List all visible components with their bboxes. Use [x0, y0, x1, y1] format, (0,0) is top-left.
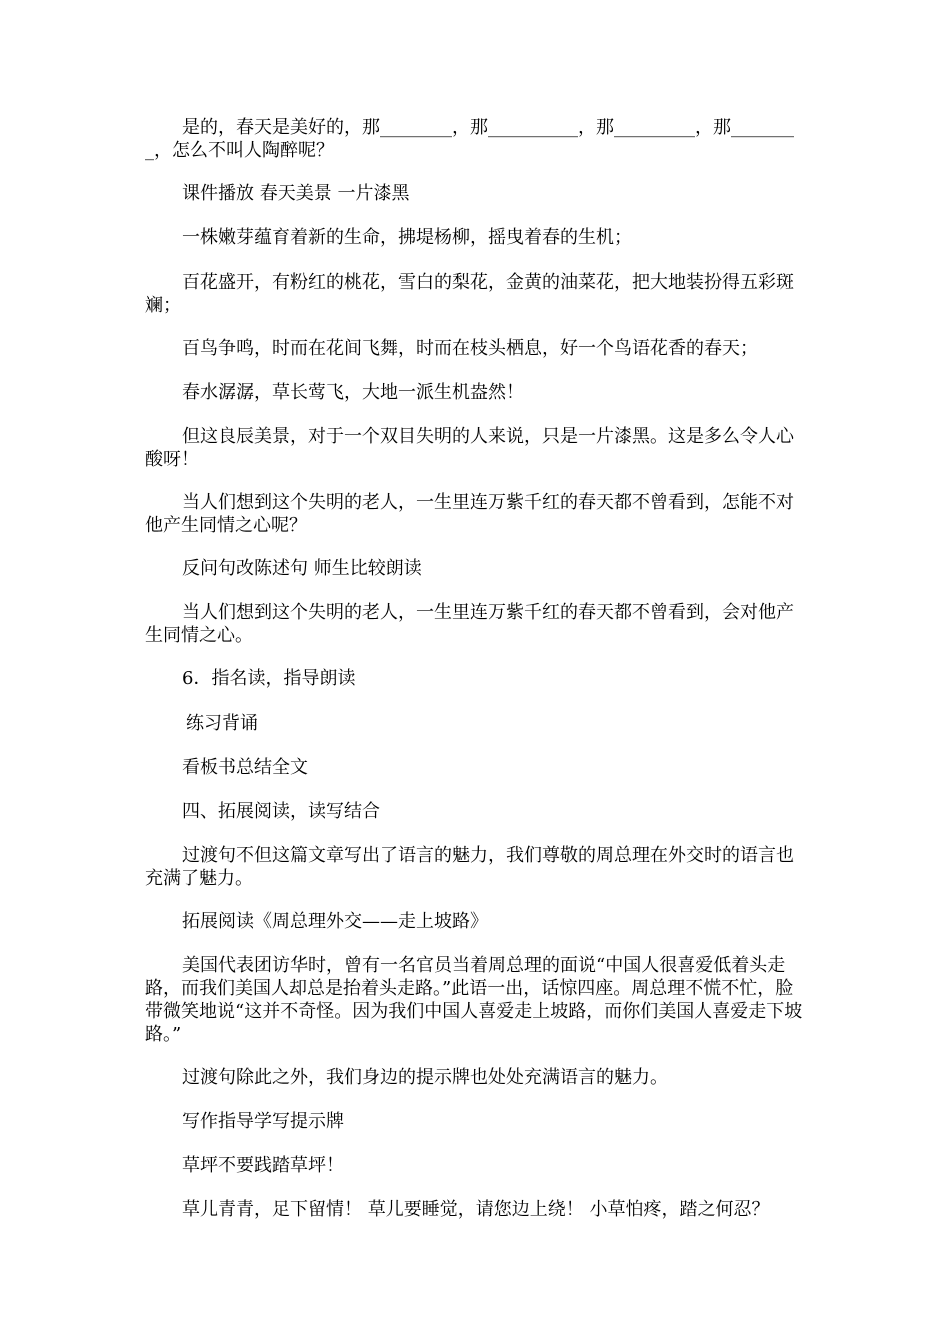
paragraph-sprout: 一株嫩芽蕴育着新的生命，拂堤杨柳，摇曳着春的生机；: [182, 227, 632, 248]
paragraph-spring-blanks: 是的，春天是美好的，那________，那__________，那_________，那________，怎么不叫人陶醉呢？: [145, 117, 794, 161]
paragraph-declarative: 当人们想到这个失明的老人，一生里连万紫千红的春天都不曾看到，会对他产生同情之心。: [145, 602, 794, 646]
paragraph-writing-guide: 写作指导学写提示牌: [182, 1111, 344, 1132]
paragraph-sign-examples: 草儿青青，足下留情！ 草儿要睡觉，请您边上绕！ 小草怕疼，踏之何忍？: [182, 1199, 770, 1220]
paragraph-rhetorical-question: 当人们想到这个失明的老人，一生里连万紫千红的春天都不曾看到，怎能不对他产生同情之心呢？: [145, 492, 794, 536]
paragraph-reading-title: 拓展阅读《周总理外交——走上坡路》: [182, 911, 488, 932]
paragraph-zhou-story: 美国代表团访华时，曾有一名官员当着周总理的面说“中国人很喜爱低着头走路，而我们美国人却总是抬着头走路。”此语一出，话惊四座。周总理不慌不忙，脸带微笑地说“这并不奇怪。因为我们中国人喜爱走上坡路，而你们美国人喜爱走下坡路。”: [145, 955, 803, 1045]
section-heading-extended-reading: 四、拓展阅读，读写结合: [182, 801, 380, 822]
paragraph-darkness: 但这良辰美景，对于一个双目失明的人来说，只是一片漆黑。这是多么令人心酸呀！: [145, 426, 794, 470]
paragraph-spring-water: 春水潺潺，草长莺飞，大地一派生机盎然！: [182, 382, 524, 403]
paragraph-lawn-sign: 草坪不要践踏草坪！: [182, 1155, 344, 1176]
paragraph-recite: 练习背诵: [186, 713, 258, 734]
paragraph-birds: 百鸟争鸣，时而在花间飞舞，时而在枝头栖息，好一个鸟语花香的春天；: [182, 338, 758, 359]
paragraph-transition-1: 过渡句不但这篇文章写出了语言的魅力，我们尊敬的周总理在外交时的语言也充满了魅力。: [145, 845, 794, 889]
paragraph-sentence-change: 反问句改陈述句 师生比较朗读: [182, 558, 422, 579]
paragraph-transition-2: 过渡句除此之外，我们身边的提示牌也处处充满语言的魅力。: [182, 1067, 668, 1088]
paragraph-flowers: 百花盛开，有粉红的桃花，雪白的梨花，金黄的油菜花，把大地装扮得五彩斑斓；: [145, 272, 794, 316]
paragraph-step-6: 6．指名读，指导朗读: [182, 668, 356, 689]
paragraph-summary: 看板书总结全文: [182, 757, 308, 778]
paragraph-courseware: 课件播放 春天美景 一片漆黑: [182, 183, 410, 204]
